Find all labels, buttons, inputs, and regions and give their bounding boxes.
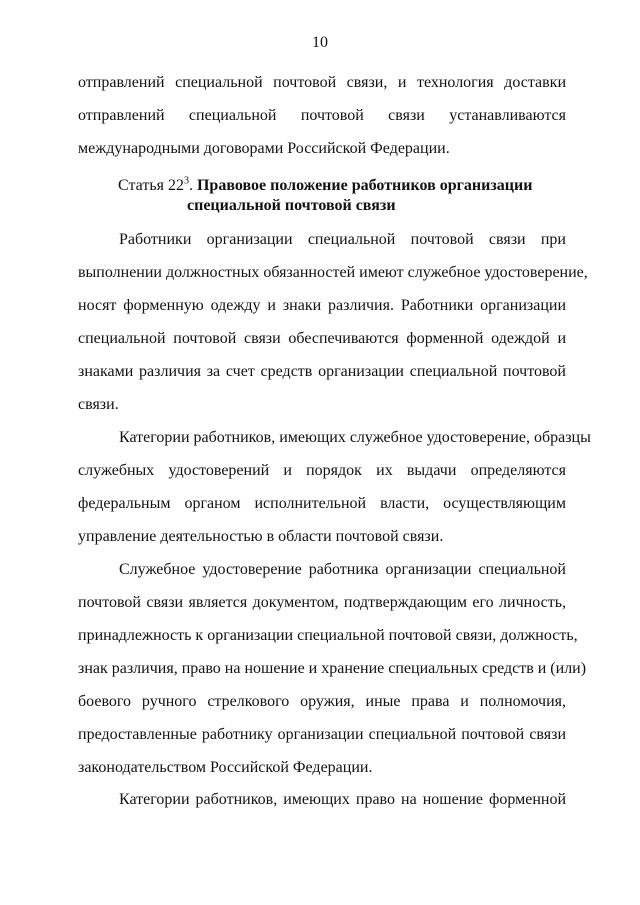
- article-title-line2: специальной почтовой связи: [187, 197, 396, 214]
- paragraph-3: [78, 553, 587, 784]
- text-line: Категории работников, имеющих право на ношение форменной: [119, 791, 566, 808]
- text-line: связи.: [78, 396, 119, 413]
- article-heading: [118, 176, 532, 216]
- text-line: специальной почтовой связи обеспечиваются форменной одеждой и: [78, 330, 566, 347]
- text-line: почтовой связи является документом, подтверждающим его личность,: [78, 594, 566, 611]
- text-line: носят форменную одежду и знаки различия. Работники организации: [78, 297, 566, 314]
- text-line: знак различия, право на ношение и хранение специальных средств и (или): [78, 660, 587, 677]
- text-line: боевого ручного стрелкового оружия, иные права и полномочия,: [78, 693, 566, 710]
- article-title-line1: Правовое положение работников организации: [196, 177, 533, 194]
- text-line: отправлений специальной почтовой связи, и технология доставки: [78, 74, 566, 91]
- article-label: Статья $22^3$.: [118, 175, 193, 194]
- text-line: законодательством Российской Федерации.: [78, 759, 373, 776]
- paragraph-2: [78, 421, 591, 553]
- text-line: служебных удостоверений и порядок их выдачи определяются: [78, 462, 566, 479]
- text-line: знаками различия за счет средств организации специальной почтовой: [78, 363, 566, 380]
- intro-paragraph: [78, 66, 566, 165]
- text-line: отправлений специальной почтовой связи устанавливаются: [78, 107, 566, 124]
- paragraph-4: [78, 783, 566, 816]
- page-number: 10: [312, 34, 328, 51]
- article-superscript: 3: [183, 175, 189, 187]
- text-line: выполнении должностных обязанностей имеют служебное удостоверение,: [78, 264, 588, 281]
- text-line: управление деятельностью в области почтовой связи.: [78, 528, 444, 545]
- text-line: предоставленные работнику организации специальной почтовой связи: [78, 726, 566, 743]
- text-line: принадлежность к организации специальной почтовой связи, должность,: [78, 627, 578, 644]
- text-line: международными договорами Российской Федерации.: [78, 140, 450, 157]
- paragraph-1: [78, 223, 588, 421]
- text-line: федеральным органом исполнительной власти, осуществляющим: [78, 495, 566, 512]
- text-line: Категории работников, имеющих служебное удостоверение, образцы: [119, 429, 591, 446]
- text-line: Работники организации специальной почтовой связи при: [119, 231, 566, 248]
- text-line: Служебное удостоверение работника организации специальной: [119, 561, 566, 578]
